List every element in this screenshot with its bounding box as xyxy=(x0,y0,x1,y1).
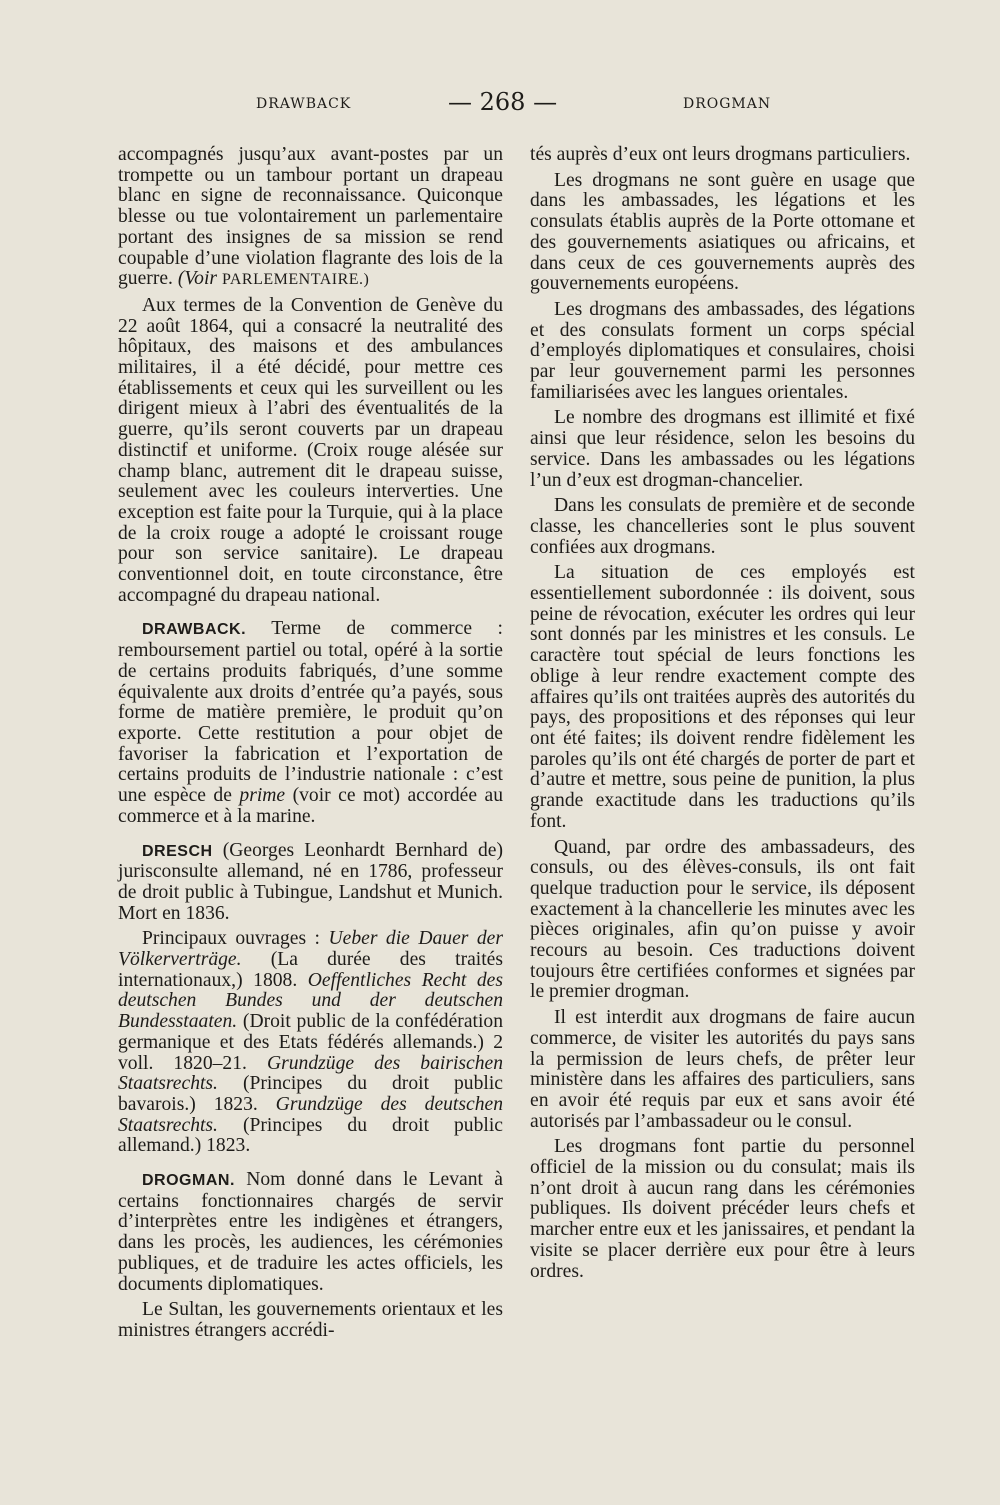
work-title: Oeffentliches Recht des deutschen Bundes und der deutschen Bundesstaaten. xyxy=(118,969,503,1033)
paragraph-personnel: Les drogmans font partie du personnel officiel de la mission ou du consulat; mais ils n’ont droit à aucun rang dans les cérémonies publiques. Ils doivent précéder leurs chefs et marcher entre eux et les janissaires, et pendant la visite se placer derrière eux pour être à leurs ordres. xyxy=(530,1136,915,1282)
header-left-keyword: DRAWBACK xyxy=(256,96,352,112)
paragraph-continuation: tés auprès d’eux ont leurs drogmans particuliers. xyxy=(530,144,911,165)
paragraph-interdit: Il est interdit aux drogmans de faire aucun commerce, de visiter les autorités du pays sans la permission de leurs chefs, de prêter leur ministère dans les affaires des particuliers, sans en avoir été requis par eux et sans avoir été autorisés par l’ambassadeur ou le consul. xyxy=(530,1007,915,1132)
entry-dresch xyxy=(118,841,503,925)
running-header xyxy=(118,88,888,118)
paragraph-traductions: Quand, par ordre des ambassadeurs, des consuls, ou des élèves-consuls, ils ont fait quelque traduction pour le service, ils déposent exactement à la chancellerie les minutes avec les pièces originales, afin qu’on puisse y avoir recours au besoin. Ces traductions doivent toujours être certifiées conformes et signées par le premier drogman. xyxy=(530,836,915,1003)
paragraph-text: accompagnés jusqu’aux avant-postes par un trompette ou un tambour portant un drapeau blanc en signe de reconnaissance. Quiconque blesse ou tue volontairement un parlementaire portant des insignes de sa mission se rend coupable d’une violation flagrante des lois de la guerre. xyxy=(118,144,503,290)
entry-headword-drawback: DRAWBACK. xyxy=(142,621,247,639)
entry-text: Nom donné dans le Levant à certains fonctionnaires chargés de servir d’interprètes entre les indigènes et étrangers, dans les procès, les audiences, les cérémonies publiques, et de traduire les actes officiels, les documents diplomatiques. xyxy=(118,1169,503,1295)
entry-drogman xyxy=(118,1170,503,1295)
entry-headword-drogman: DROGMAN. xyxy=(142,1172,235,1190)
entry-drawback xyxy=(118,619,503,827)
work-note: (Droit public de la confédération germanique et des Etats fédérés allemands.) 2 voll. 1820–21. xyxy=(118,1011,504,1074)
paragraph-nombre: Le nombre des drogmans est illimité et fixé ainsi que leur résidence, selon les besoins du service. Dans les ambassades ou les légations l’un d’eux est drogman-chancelier. xyxy=(530,407,915,491)
page-number: — 268 — xyxy=(448,88,558,116)
italic-term: prime xyxy=(239,785,286,807)
paragraph-corps: Les drogmans des ambassades, des légations et des consulats forment un corps spécial d’employés diplomatiques et consulaires, choisi par leur gouvernement parmi les personnes familiarisées avec les langues orientales. xyxy=(530,298,915,403)
work-title: Grundzüge des deutschen Staatsrechts. xyxy=(118,1093,503,1136)
work-note: (Principes du droit public bavarois.) 1823. xyxy=(118,1073,503,1115)
paragraph-parlementaire-end xyxy=(118,145,503,291)
work-note: (Principes du droit public allemand.) 1823. xyxy=(118,1114,503,1157)
right-column xyxy=(530,145,915,1282)
paragraph-works xyxy=(118,929,503,1157)
paragraph-sultan: Le Sultan, les gouvernements orientaux et les ministres étrangers accrédi- xyxy=(118,1299,503,1341)
entry-headword-dresch: DRESCH xyxy=(142,842,213,860)
paragraph-usage: Les drogmans ne sont guère en usage que dans les ambassades, les légations et les consulats établis auprès de la Porte ottomane et des gouvernements asiatiques ou africains, et dans ceux de ces gouvernements auprès des gouvernements européens. xyxy=(530,169,915,295)
works-intro: Principaux ouvrages : xyxy=(142,928,321,950)
paragraph-situation: La situation de ces employés est essentiellement subordonnée : ils doivent, sous peine de révocation, exécuter les ordres qui leur sont donnés par les ministres et les consuls. Le caractère tout spécial de leurs fonctions les oblige à leur rendre exactement compte des affaires qu’ils ont traitées auprès des autorités du pays, des propositions et des réponses qui leur ont été faites; ils doivent rendre fidèlement les paroles qu’ils ont été chargés de porter de part et d’autre et mettre, sous peine de punition, la plus grande exactitude dans les traductions qu’ils font. xyxy=(530,562,915,832)
paragraph-consulats: Dans les consulats de première et de seconde classe, les chancelleries sont le plus souvent confiées aux drogmans. xyxy=(530,495,915,558)
work-title: Grundzüge des bairischen Staatsrechts. xyxy=(118,1052,504,1095)
header-right-keyword: DROGMAN xyxy=(683,96,772,112)
work-note: (La durée des traités internationaux,) 1808. xyxy=(118,949,503,991)
entry-text: (voir ce mot) accordée au commerce et à la marine. xyxy=(118,785,503,827)
work-title: Ueber die Dauer der Völkerverträge. xyxy=(118,928,503,971)
paragraph-geneva-convention: Aux termes de la Convention de Genève du 22 août 1864, qui a consacré la neutralité des hôpitaux, des maisons et des ambulances militaires, il a été décidé, pour mettre ces établissements et ceux qui les surveillent ou les dirigent mieux à l’abri des éventualités de la guerre, qu’ils seront couverts par un drapeau distinctif et uniforme. (Croix rouge alésée sur champ blanc, autrement dit le drapeau suisse, seulement avec les couleurs interverties. Une exception est faite pour la Turquie, qui à la place de la croix rouge a adopté le croissant rouge pour son service sanitaire). Le drapeau conventionnel doit, en toute circonstance, être accompagné du drapeau national. xyxy=(118,294,503,606)
left-column xyxy=(118,145,503,1342)
entry-text: Terme de commerce : remboursement partiel ou total, opéré à la sortie de certains produits fabriqués, d’une somme équivalente aux droits d’entrée qu’a payés, sous forme de matière première, le produit qu’on exporte. Cette restitution a pour objet de favoriser la fabrication et l’exportation de certains produits de l’industrie nationale : c’est une espèce de xyxy=(118,618,504,807)
see-also-marker: (Voir xyxy=(177,268,218,290)
cross-reference: PARLEMENTAIRE.) xyxy=(221,271,370,289)
entry-text: (Georges Leonhardt Bernhard de) jurisconsulte allemand, né en 1786, professeur de droit public à Tubingue, Landshut et Munich. Mort en 1836. xyxy=(118,839,503,924)
